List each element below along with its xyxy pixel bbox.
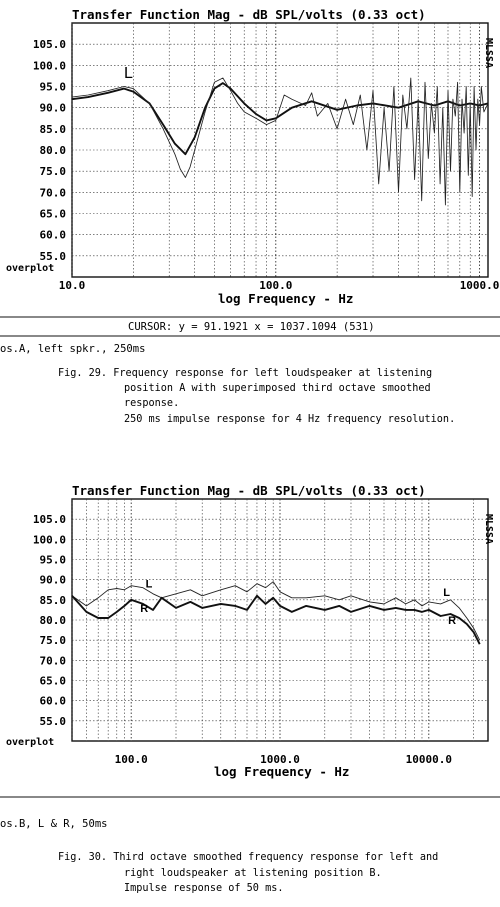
cursor-readout: CURSOR: y = 91.1921 x = 1037.1094 (531) xyxy=(128,321,375,333)
fig-29-caption-line-4: 250 ms impulse response for 4 Hz frequency resolution. xyxy=(124,414,456,425)
chart-1-y-tick-labels xyxy=(33,38,66,263)
fig-30-caption-line-2: right loudspeaker at listening position B. xyxy=(124,868,382,879)
series-line-2 xyxy=(72,78,488,205)
chart-1-gridlines xyxy=(72,23,488,277)
y-tick-label: 105.0 xyxy=(32,38,66,52)
y-tick-label: 55.0 xyxy=(39,714,66,728)
y-tick-label: 85.0 xyxy=(39,593,66,607)
chart-1-annotations xyxy=(124,65,133,82)
handwritten-label: L xyxy=(145,578,153,591)
fig-29-caption-line-1: Fig. 29. Frequency response for left loudspeaker at listening xyxy=(58,368,433,379)
chart-2-side-label: MLSSA xyxy=(483,514,494,545)
x-tick-label: 10000.0 xyxy=(405,753,452,766)
y-tick-label: 95.0 xyxy=(39,80,66,94)
chart-1-series xyxy=(72,78,488,205)
chart-2-title: Transfer Function Mag - dB SPL/volts (0.33 oct) xyxy=(72,483,426,498)
chart-2-note: os.B, L & R, 50ms xyxy=(0,818,108,830)
fig-29-caption-line-3: response. xyxy=(124,398,180,409)
chart-1-overplot-label: overplot xyxy=(6,263,55,274)
chart-2-overplot-label: overplot xyxy=(6,737,55,748)
handwritten-label: L xyxy=(124,65,133,83)
y-tick-label: 55.0 xyxy=(39,249,66,263)
chart-1-side-label: MLSSA xyxy=(483,38,494,69)
y-tick-label: 60.0 xyxy=(39,228,66,242)
figure-29 xyxy=(0,7,500,425)
y-tick-label: 75.0 xyxy=(39,165,66,179)
chart-1-title: Transfer Function Mag - dB SPL/volts (0.33 oct) xyxy=(72,7,426,22)
fig-29-caption-line-2: position A with superimposed third octave smoothed xyxy=(124,383,431,394)
x-tick-label: 100.0 xyxy=(259,279,293,292)
handwritten-label: L xyxy=(443,586,450,599)
x-tick-label: 10.0 xyxy=(58,279,86,292)
y-tick-label: 80.0 xyxy=(39,144,66,157)
handwritten-label: R xyxy=(448,615,457,628)
chart-2-gridlines xyxy=(72,499,488,741)
x-tick-label: 100.0 xyxy=(114,753,148,766)
y-tick-label: 70.0 xyxy=(39,186,66,200)
x-tick-label: 1000.0 xyxy=(459,279,500,292)
y-tick-label: 90.0 xyxy=(39,101,66,115)
fig-30-caption-line-3: Impulse response of 50 ms. xyxy=(124,883,284,894)
y-tick-label: 85.0 xyxy=(39,122,66,136)
y-tick-label: 90.0 xyxy=(39,573,66,587)
chart-2-x-axis-label: log Frequency - Hz xyxy=(214,764,350,779)
chart-2-series xyxy=(72,582,480,645)
chart-2-y-tick-labels xyxy=(33,513,66,728)
y-tick-label: 105.0 xyxy=(32,513,66,527)
chart-1-note: os.A, left spkr., 250ms xyxy=(0,343,146,355)
y-tick-label: 65.0 xyxy=(39,674,66,688)
y-tick-label: 60.0 xyxy=(39,694,66,708)
handwritten-label: R xyxy=(140,602,149,615)
figure-30 xyxy=(0,483,500,894)
y-tick-label: 95.0 xyxy=(39,553,66,567)
y-tick-label: 65.0 xyxy=(39,207,66,221)
y-tick-label: 70.0 xyxy=(39,654,66,668)
x-tick-label: 1000.0 xyxy=(260,753,300,766)
fig-30-caption-line-1: Fig. 30. Third octave smoothed frequency response for left and xyxy=(58,852,439,863)
y-tick-label: 100.0 xyxy=(32,533,66,547)
chart-1-x-axis-label: log Frequency - Hz xyxy=(218,291,354,306)
y-tick-label: 75.0 xyxy=(39,634,66,648)
y-tick-label: 100.0 xyxy=(32,59,66,73)
y-tick-label: 80.0 xyxy=(39,614,66,627)
